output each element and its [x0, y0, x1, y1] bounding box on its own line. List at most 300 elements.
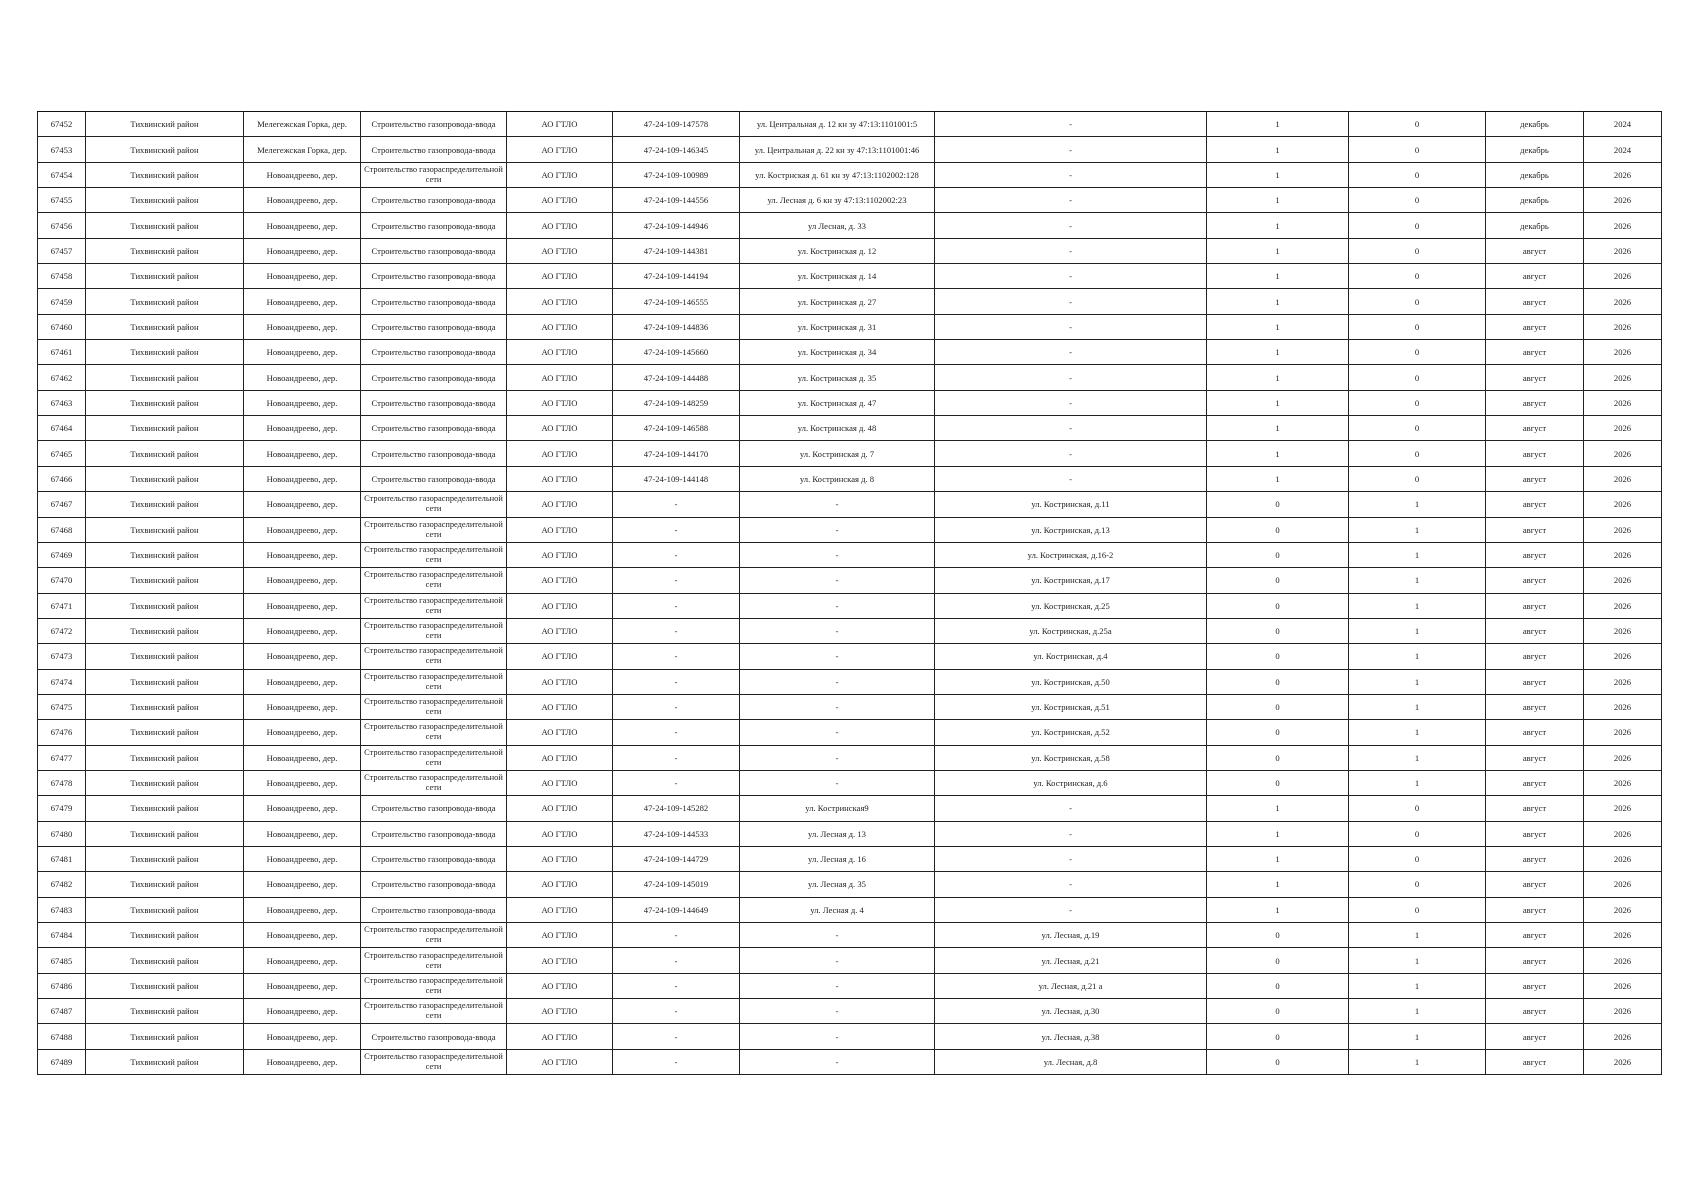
cell-address-connection: ул. Костринская д. 8	[740, 466, 935, 491]
cell-month: август	[1486, 796, 1584, 821]
cell-address-connection: -	[740, 1049, 935, 1074]
cell-work-type: Строительство газопровода-ввода	[361, 365, 507, 390]
cell-month: август	[1486, 720, 1584, 745]
cell-year: 2026	[1584, 466, 1662, 491]
cell-year: 2026	[1584, 264, 1662, 289]
cell-work-type: Строительство газопровода-ввода	[361, 1024, 507, 1049]
cell-address-network: -	[935, 137, 1207, 162]
table-row	[38, 593, 1662, 618]
cell-address-network: -	[935, 897, 1207, 922]
cell-district: Тихвинский район	[86, 112, 244, 137]
cell-address-connection: -	[740, 644, 935, 669]
cell-address-connection: ул Лесная, д. 33	[740, 213, 935, 238]
cell-year: 2026	[1584, 416, 1662, 441]
cell-work-type: Строительство газопровода-ввода	[361, 213, 507, 238]
cell-year: 2026	[1584, 872, 1662, 897]
cell-work-type: Строительство газопровода-ввода	[361, 821, 507, 846]
cell-id: 67452	[38, 112, 86, 137]
cell-work-type: Строительство газопровода-ввода	[361, 137, 507, 162]
cell-count-connection: 1	[1207, 112, 1349, 137]
cell-application-number: -	[613, 923, 740, 948]
cell-id: 67486	[38, 973, 86, 998]
table-row	[38, 770, 1662, 795]
cell-id: 67488	[38, 1024, 86, 1049]
cell-locality: Новоандреево, дер.	[244, 314, 361, 339]
cell-address-network: -	[935, 238, 1207, 263]
cell-address-connection: -	[740, 973, 935, 998]
cell-id: 67472	[38, 618, 86, 643]
cell-district: Тихвинский район	[86, 846, 244, 871]
cell-district: Тихвинский район	[86, 492, 244, 517]
cell-address-connection: ул. Лесная д. 35	[740, 872, 935, 897]
cell-address-connection: ул. Костринская д. 7	[740, 441, 935, 466]
cell-year: 2026	[1584, 162, 1662, 187]
gasification-table	[37, 111, 1662, 1075]
table-row	[38, 238, 1662, 263]
cell-organization: АО ГТЛО	[507, 948, 613, 973]
table-row	[38, 872, 1662, 897]
cell-address-connection: ул. Кострнская д. 61 кн зу 47:13:1102002:128	[740, 162, 935, 187]
table-row	[38, 1049, 1662, 1074]
cell-address-network: ул. Костринская, д.52	[935, 720, 1207, 745]
cell-month: август	[1486, 441, 1584, 466]
cell-work-type: Строительство газопровода-ввода	[361, 188, 507, 213]
cell-organization: АО ГТЛО	[507, 923, 613, 948]
cell-count-network: 0	[1349, 188, 1486, 213]
cell-address-network: ул. Лесная, д.21 а	[935, 973, 1207, 998]
cell-organization: АО ГТЛО	[507, 238, 613, 263]
cell-year: 2026	[1584, 897, 1662, 922]
cell-locality: Новоандреево, дер.	[244, 542, 361, 567]
cell-address-network: ул. Лесная, д.8	[935, 1049, 1207, 1074]
cell-locality: Новоандреево, дер.	[244, 644, 361, 669]
cell-district: Тихвинский район	[86, 948, 244, 973]
cell-locality: Новоандреево, дер.	[244, 492, 361, 517]
table-row	[38, 568, 1662, 593]
cell-district: Тихвинский район	[86, 770, 244, 795]
cell-organization: АО ГТЛО	[507, 416, 613, 441]
cell-address-connection: ул. Костринская9	[740, 796, 935, 821]
cell-organization: АО ГТЛО	[507, 1024, 613, 1049]
cell-year: 2026	[1584, 846, 1662, 871]
cell-id: 67467	[38, 492, 86, 517]
cell-address-connection: -	[740, 770, 935, 795]
cell-address-connection: -	[740, 517, 935, 542]
cell-application-number: 47-24-109-144488	[613, 365, 740, 390]
cell-application-number: 47-24-109-144649	[613, 897, 740, 922]
cell-count-network: 0	[1349, 112, 1486, 137]
cell-address-network: ул. Костринская, д.11	[935, 492, 1207, 517]
cell-address-network: ул. Костринская, д.13	[935, 517, 1207, 542]
cell-organization: АО ГТЛО	[507, 897, 613, 922]
table-row	[38, 796, 1662, 821]
cell-year: 2026	[1584, 1024, 1662, 1049]
cell-address-network: -	[935, 213, 1207, 238]
cell-month: декабрь	[1486, 188, 1584, 213]
cell-work-type: Строительство газораспределительной сети	[361, 618, 507, 643]
cell-count-network: 1	[1349, 720, 1486, 745]
table-row	[38, 669, 1662, 694]
table-body	[38, 112, 1662, 1075]
cell-district: Тихвинский район	[86, 441, 244, 466]
cell-year: 2026	[1584, 669, 1662, 694]
table-row	[38, 644, 1662, 669]
cell-count-network: 1	[1349, 770, 1486, 795]
cell-address-connection: -	[740, 568, 935, 593]
cell-count-connection: 0	[1207, 644, 1349, 669]
cell-organization: АО ГТЛО	[507, 872, 613, 897]
table-row	[38, 289, 1662, 314]
cell-application-number: -	[613, 999, 740, 1024]
cell-year: 2026	[1584, 492, 1662, 517]
cell-application-number: 47-24-109-100989	[613, 162, 740, 187]
cell-address-network: -	[935, 264, 1207, 289]
cell-address-network: -	[935, 846, 1207, 871]
cell-month: август	[1486, 897, 1584, 922]
cell-locality: Новоандреево, дер.	[244, 441, 361, 466]
cell-application-number: -	[613, 618, 740, 643]
cell-locality: Новоандреево, дер.	[244, 365, 361, 390]
cell-address-connection: ул. Костринская д. 48	[740, 416, 935, 441]
cell-locality: Новоандреево, дер.	[244, 188, 361, 213]
cell-count-connection: 0	[1207, 517, 1349, 542]
cell-district: Тихвинский район	[86, 745, 244, 770]
cell-year: 2026	[1584, 745, 1662, 770]
cell-month: август	[1486, 340, 1584, 365]
table-row	[38, 821, 1662, 846]
cell-year: 2026	[1584, 1049, 1662, 1074]
cell-address-connection: -	[740, 948, 935, 973]
cell-locality: Новоандреево, дер.	[244, 897, 361, 922]
cell-address-connection: ул. Лесная д. 4	[740, 897, 935, 922]
cell-organization: АО ГТЛО	[507, 593, 613, 618]
cell-address-connection: ул. Центральная д. 12 кн зу 47:13:1101001:5	[740, 112, 935, 137]
table-row	[38, 466, 1662, 491]
cell-locality: Новоандреево, дер.	[244, 593, 361, 618]
cell-count-connection: 0	[1207, 770, 1349, 795]
cell-address-network: ул. Костринская, д.25	[935, 593, 1207, 618]
cell-application-number: 47-24-109-144533	[613, 821, 740, 846]
cell-work-type: Строительство газораспределительной сети	[361, 973, 507, 998]
cell-locality: Новоандреево, дер.	[244, 264, 361, 289]
cell-application-number: 47-24-109-147578	[613, 112, 740, 137]
cell-organization: АО ГТЛО	[507, 644, 613, 669]
cell-year: 2026	[1584, 948, 1662, 973]
cell-id: 67487	[38, 999, 86, 1024]
cell-count-network: 0	[1349, 340, 1486, 365]
cell-count-connection: 1	[1207, 416, 1349, 441]
cell-work-type: Строительство газопровода-ввода	[361, 466, 507, 491]
cell-year: 2024	[1584, 112, 1662, 137]
table-row	[38, 720, 1662, 745]
cell-locality: Новоандреево, дер.	[244, 289, 361, 314]
cell-month: август	[1486, 264, 1584, 289]
table-row	[38, 365, 1662, 390]
cell-year: 2026	[1584, 644, 1662, 669]
cell-count-network: 0	[1349, 365, 1486, 390]
cell-count-network: 0	[1349, 137, 1486, 162]
cell-address-connection: -	[740, 1024, 935, 1049]
cell-organization: АО ГТЛО	[507, 365, 613, 390]
cell-month: август	[1486, 669, 1584, 694]
cell-count-connection: 0	[1207, 492, 1349, 517]
cell-application-number: 47-24-109-144556	[613, 188, 740, 213]
cell-work-type: Строительство газораспределительной сети	[361, 1049, 507, 1074]
cell-count-connection: 0	[1207, 618, 1349, 643]
cell-application-number: 47-24-109-144946	[613, 213, 740, 238]
cell-count-connection: 0	[1207, 973, 1349, 998]
cell-organization: АО ГТЛО	[507, 669, 613, 694]
cell-address-connection: -	[740, 618, 935, 643]
cell-id: 67481	[38, 846, 86, 871]
cell-address-connection: -	[740, 720, 935, 745]
cell-month: август	[1486, 694, 1584, 719]
cell-month: август	[1486, 314, 1584, 339]
cell-work-type: Строительство газораспределительной сети	[361, 999, 507, 1024]
cell-count-network: 1	[1349, 1024, 1486, 1049]
cell-address-network: -	[935, 466, 1207, 491]
cell-id: 67485	[38, 948, 86, 973]
cell-application-number: 47-24-109-144148	[613, 466, 740, 491]
cell-address-network: -	[935, 365, 1207, 390]
table-row	[38, 441, 1662, 466]
cell-application-number: 47-24-109-145282	[613, 796, 740, 821]
cell-count-network: 1	[1349, 948, 1486, 973]
cell-count-network: 1	[1349, 492, 1486, 517]
cell-application-number: -	[613, 542, 740, 567]
cell-address-network: -	[935, 441, 1207, 466]
cell-id: 67474	[38, 669, 86, 694]
cell-count-connection: 0	[1207, 948, 1349, 973]
cell-application-number: 47-24-109-146588	[613, 416, 740, 441]
cell-count-network: 0	[1349, 796, 1486, 821]
cell-locality: Новоандреево, дер.	[244, 872, 361, 897]
cell-count-connection: 0	[1207, 1049, 1349, 1074]
cell-count-network: 0	[1349, 416, 1486, 441]
table-row	[38, 694, 1662, 719]
cell-address-connection: ул. Лесная д. 13	[740, 821, 935, 846]
cell-count-connection: 1	[1207, 466, 1349, 491]
cell-application-number: -	[613, 770, 740, 795]
cell-count-network: 0	[1349, 289, 1486, 314]
cell-application-number: -	[613, 669, 740, 694]
cell-district: Тихвинский район	[86, 314, 244, 339]
cell-district: Тихвинский район	[86, 340, 244, 365]
cell-address-network: -	[935, 314, 1207, 339]
cell-work-type: Строительство газопровода-ввода	[361, 872, 507, 897]
cell-year: 2026	[1584, 289, 1662, 314]
cell-organization: АО ГТЛО	[507, 314, 613, 339]
cell-address-network: -	[935, 821, 1207, 846]
cell-count-network: 0	[1349, 441, 1486, 466]
cell-year: 2026	[1584, 390, 1662, 415]
cell-work-type: Строительство газораспределительной сети	[361, 644, 507, 669]
cell-year: 2024	[1584, 137, 1662, 162]
table-row	[38, 137, 1662, 162]
cell-id: 67471	[38, 593, 86, 618]
cell-count-network: 1	[1349, 669, 1486, 694]
cell-month: август	[1486, 466, 1584, 491]
cell-address-network: ул. Лесная, д.30	[935, 999, 1207, 1024]
cell-district: Тихвинский район	[86, 264, 244, 289]
cell-application-number: -	[613, 492, 740, 517]
cell-id: 67479	[38, 796, 86, 821]
cell-month: декабрь	[1486, 162, 1584, 187]
cell-year: 2026	[1584, 188, 1662, 213]
cell-work-type: Строительство газораспределительной сети	[361, 745, 507, 770]
cell-count-network: 0	[1349, 238, 1486, 263]
cell-year: 2026	[1584, 923, 1662, 948]
cell-district: Тихвинский район	[86, 796, 244, 821]
cell-month: август	[1486, 821, 1584, 846]
cell-application-number: -	[613, 948, 740, 973]
cell-work-type: Строительство газопровода-ввода	[361, 314, 507, 339]
cell-district: Тихвинский район	[86, 466, 244, 491]
cell-application-number: -	[613, 1024, 740, 1049]
table-row	[38, 213, 1662, 238]
cell-count-connection: 1	[1207, 213, 1349, 238]
cell-locality: Новоандреево, дер.	[244, 923, 361, 948]
cell-id: 67473	[38, 644, 86, 669]
cell-count-connection: 1	[1207, 188, 1349, 213]
cell-count-connection: 1	[1207, 162, 1349, 187]
cell-count-connection: 0	[1207, 669, 1349, 694]
cell-address-network: ул. Костринская, д.50	[935, 669, 1207, 694]
cell-address-network: -	[935, 188, 1207, 213]
cell-work-type: Строительство газопровода-ввода	[361, 897, 507, 922]
table-row	[38, 948, 1662, 973]
cell-count-network: 1	[1349, 923, 1486, 948]
cell-work-type: Строительство газораспределительной сети	[361, 948, 507, 973]
cell-address-connection: -	[740, 492, 935, 517]
table-row	[38, 618, 1662, 643]
cell-month: август	[1486, 973, 1584, 998]
cell-district: Тихвинский район	[86, 644, 244, 669]
cell-count-connection: 0	[1207, 923, 1349, 948]
cell-organization: АО ГТЛО	[507, 466, 613, 491]
table-row	[38, 314, 1662, 339]
cell-count-network: 1	[1349, 745, 1486, 770]
cell-organization: АО ГТЛО	[507, 568, 613, 593]
cell-month: август	[1486, 1049, 1584, 1074]
cell-count-connection: 0	[1207, 1024, 1349, 1049]
cell-organization: АО ГТЛО	[507, 1049, 613, 1074]
cell-id: 67463	[38, 390, 86, 415]
cell-count-network: 0	[1349, 466, 1486, 491]
cell-count-connection: 1	[1207, 796, 1349, 821]
cell-year: 2026	[1584, 340, 1662, 365]
cell-address-connection: -	[740, 669, 935, 694]
cell-organization: АО ГТЛО	[507, 441, 613, 466]
cell-application-number: 47-24-109-144381	[613, 238, 740, 263]
cell-id: 67457	[38, 238, 86, 263]
cell-id: 67455	[38, 188, 86, 213]
cell-month: декабрь	[1486, 137, 1584, 162]
cell-count-connection: 0	[1207, 593, 1349, 618]
table-row	[38, 999, 1662, 1024]
cell-month: август	[1486, 416, 1584, 441]
cell-count-connection: 1	[1207, 137, 1349, 162]
cell-id: 67465	[38, 441, 86, 466]
cell-organization: АО ГТЛО	[507, 517, 613, 542]
cell-address-connection: ул. Костринская д. 35	[740, 365, 935, 390]
cell-work-type: Строительство газопровода-ввода	[361, 796, 507, 821]
cell-locality: Новоандреево, дер.	[244, 694, 361, 719]
cell-count-connection: 0	[1207, 745, 1349, 770]
cell-address-connection: ул. Костринская д. 27	[740, 289, 935, 314]
cell-year: 2026	[1584, 568, 1662, 593]
cell-district: Тихвинский район	[86, 973, 244, 998]
cell-organization: АО ГТЛО	[507, 745, 613, 770]
cell-id: 67461	[38, 340, 86, 365]
table-row	[38, 492, 1662, 517]
cell-address-connection: ул. Лесная д. 16	[740, 846, 935, 871]
cell-organization: АО ГТЛО	[507, 492, 613, 517]
table-row	[38, 517, 1662, 542]
cell-count-network: 1	[1349, 593, 1486, 618]
cell-month: декабрь	[1486, 112, 1584, 137]
cell-count-connection: 1	[1207, 390, 1349, 415]
cell-application-number: 47-24-109-145019	[613, 872, 740, 897]
cell-address-network: -	[935, 416, 1207, 441]
cell-count-connection: 1	[1207, 441, 1349, 466]
cell-work-type: Строительство газопровода-ввода	[361, 416, 507, 441]
cell-count-connection: 1	[1207, 365, 1349, 390]
cell-address-network: -	[935, 162, 1207, 187]
cell-organization: АО ГТЛО	[507, 264, 613, 289]
cell-month: август	[1486, 999, 1584, 1024]
cell-application-number: 47-24-109-145660	[613, 340, 740, 365]
cell-year: 2026	[1584, 542, 1662, 567]
cell-work-type: Строительство газораспределительной сети	[361, 162, 507, 187]
cell-locality: Новоандреево, дер.	[244, 846, 361, 871]
table-row	[38, 162, 1662, 187]
table-row	[38, 542, 1662, 567]
cell-id: 67458	[38, 264, 86, 289]
cell-address-network: -	[935, 796, 1207, 821]
cell-address-network: -	[935, 289, 1207, 314]
cell-year: 2026	[1584, 517, 1662, 542]
cell-locality: Мелегежская Горка, дер.	[244, 137, 361, 162]
cell-id: 67453	[38, 137, 86, 162]
cell-count-connection: 0	[1207, 999, 1349, 1024]
cell-district: Тихвинский район	[86, 618, 244, 643]
cell-address-connection: ул. Костринская д. 12	[740, 238, 935, 263]
table-row	[38, 188, 1662, 213]
cell-application-number: -	[613, 1049, 740, 1074]
cell-year: 2026	[1584, 314, 1662, 339]
cell-month: август	[1486, 289, 1584, 314]
cell-address-connection: -	[740, 542, 935, 567]
cell-address-network: ул. Лесная, д.38	[935, 1024, 1207, 1049]
cell-id: 67475	[38, 694, 86, 719]
cell-work-type: Строительство газопровода-ввода	[361, 390, 507, 415]
cell-organization: АО ГТЛО	[507, 542, 613, 567]
cell-locality: Новоандреево, дер.	[244, 770, 361, 795]
cell-application-number: -	[613, 644, 740, 669]
cell-address-connection: -	[740, 745, 935, 770]
cell-district: Тихвинский район	[86, 593, 244, 618]
cell-locality: Новоандреево, дер.	[244, 213, 361, 238]
cell-locality: Новоандреево, дер.	[244, 1024, 361, 1049]
cell-application-number: -	[613, 517, 740, 542]
cell-count-network: 1	[1349, 694, 1486, 719]
cell-count-network: 0	[1349, 162, 1486, 187]
cell-id: 67456	[38, 213, 86, 238]
cell-address-network: ул. Костринская, д.25а	[935, 618, 1207, 643]
cell-count-network: 0	[1349, 846, 1486, 871]
cell-month: август	[1486, 542, 1584, 567]
